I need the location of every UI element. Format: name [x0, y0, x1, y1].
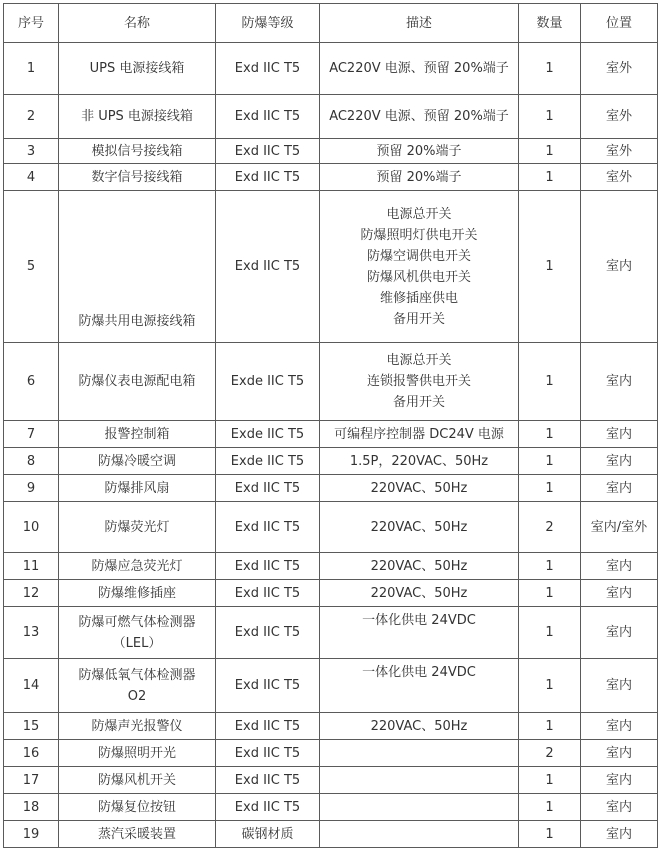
cell-desc-line: 可编程序控制器 DC24V 电源	[334, 426, 504, 442]
cell-desc-line: 220VAC、50Hz	[370, 718, 468, 734]
cell-desc-line: 一体化供电 24VDC	[362, 613, 476, 628]
cell-name-line: 防爆共用电源接线箱	[78, 314, 196, 329]
cell-no: 17	[4, 767, 59, 794]
cell-name-line: 防爆仪表电源配电箱	[78, 374, 196, 389]
cell-no: 18	[4, 794, 59, 821]
cell-desc-line: AC220V 电源、预留 20%端子	[329, 61, 509, 76]
cell-desc-line: 防爆照明灯供电开关	[360, 227, 478, 243]
table-row	[4, 794, 658, 821]
cell-name-line: 非 UPS 电源接线箱	[81, 109, 193, 124]
cell-desc-line: 一体化供电 24VDC	[362, 665, 476, 680]
cell-grade: Exde IIC T5	[216, 421, 320, 448]
cell-grade: Exd IIC T5	[216, 580, 320, 607]
cell-no: 5	[4, 191, 59, 343]
header-row	[4, 4, 658, 43]
cell-grade: Exd IIC T5	[216, 95, 320, 139]
cell-loc: 室内	[581, 767, 658, 794]
cell-desc	[320, 607, 519, 659]
cell-qty: 1	[519, 139, 581, 164]
cell-name	[59, 821, 216, 848]
cell-desc-line: 220VAC、50Hz	[370, 480, 468, 496]
cell-desc	[320, 191, 519, 343]
table-row	[4, 767, 658, 794]
cell-loc: 室内/室外	[581, 502, 658, 553]
table-row	[4, 580, 658, 607]
cell-desc	[320, 580, 519, 607]
cell-no: 7	[4, 421, 59, 448]
cell-grade: Exde IIC T5	[216, 343, 320, 421]
cell-desc	[320, 740, 519, 767]
cell-desc	[320, 421, 519, 448]
table-row	[4, 343, 658, 421]
cell-qty: 1	[519, 95, 581, 139]
cell-desc-line: 1.5P，220VAC、50Hz	[349, 453, 489, 469]
cell-desc	[320, 502, 519, 553]
cell-desc	[320, 659, 519, 713]
cell-qty: 1	[519, 421, 581, 448]
cell-qty: 1	[519, 659, 581, 713]
cell-desc-line: 220VAC、50Hz	[370, 558, 468, 574]
cell-name-line: 模拟信号接线箱	[91, 143, 183, 159]
cell-name	[59, 475, 216, 502]
table-row	[4, 740, 658, 767]
cell-name	[59, 502, 216, 553]
table-row	[4, 191, 658, 343]
cell-no: 9	[4, 475, 59, 502]
cell-qty: 1	[519, 553, 581, 580]
cell-name-line: O2	[127, 688, 147, 704]
cell-grade: Exd IIC T5	[216, 659, 320, 713]
cell-desc	[320, 139, 519, 164]
cell-loc: 室内	[581, 821, 658, 848]
cell-qty: 2	[519, 502, 581, 553]
cell-loc: 室内	[581, 607, 658, 659]
cell-name-line: 防爆荧光灯	[104, 519, 170, 535]
cell-name-line: （LEL）	[112, 635, 162, 651]
cell-desc	[320, 794, 519, 821]
cell-loc: 室内	[581, 448, 658, 475]
cell-name-line: 防爆冷暖空调	[97, 453, 176, 469]
table-row	[4, 164, 658, 191]
cell-desc	[320, 713, 519, 740]
equipment-table	[3, 3, 658, 848]
cell-desc	[320, 164, 519, 191]
cell-grade: Exd IIC T5	[216, 767, 320, 794]
cell-name-line: 防爆复位按钮	[97, 799, 176, 815]
cell-name-line: 防爆照明开光	[97, 745, 176, 761]
cell-desc-line: 预留 20%端子	[376, 143, 462, 159]
cell-grade: Exd IIC T5	[216, 502, 320, 553]
cell-desc-line: 维修插座供电	[379, 290, 458, 306]
cell-qty: 1	[519, 767, 581, 794]
cell-name	[59, 659, 216, 713]
table-row	[4, 659, 658, 713]
cell-loc: 室内	[581, 421, 658, 448]
cell-desc-line: 备用开关	[392, 311, 445, 327]
cell-name	[59, 740, 216, 767]
cell-desc-line: 备用开关	[392, 395, 445, 410]
cell-qty: 1	[519, 343, 581, 421]
cell-no: 11	[4, 553, 59, 580]
header-no: 序号	[4, 4, 59, 43]
cell-name-line: 防爆排风扇	[104, 480, 170, 496]
cell-name	[59, 191, 216, 343]
cell-name	[59, 95, 216, 139]
cell-name	[59, 43, 216, 95]
header-loc: 位置	[581, 4, 658, 43]
cell-name-line: 防爆可燃气体检测器	[78, 614, 196, 630]
cell-qty: 1	[519, 475, 581, 502]
cell-loc: 室外	[581, 139, 658, 164]
cell-grade: Exd IIC T5	[216, 191, 320, 343]
cell-desc	[320, 475, 519, 502]
cell-desc-line: 220VAC、50Hz	[370, 585, 468, 601]
cell-name	[59, 607, 216, 659]
cell-loc: 室外	[581, 43, 658, 95]
cell-name	[59, 767, 216, 794]
cell-loc: 室内	[581, 740, 658, 767]
cell-name	[59, 421, 216, 448]
cell-loc: 室内	[581, 659, 658, 713]
cell-no: 13	[4, 607, 59, 659]
cell-name	[59, 139, 216, 164]
cell-name-line: 防爆声光报警仪	[91, 718, 183, 734]
cell-desc-line: 预留 20%端子	[376, 169, 462, 185]
table-row	[4, 553, 658, 580]
cell-qty: 1	[519, 794, 581, 821]
cell-name-line: 防爆低氧气体检测器	[78, 667, 196, 683]
cell-desc	[320, 767, 519, 794]
cell-qty: 1	[519, 43, 581, 95]
table-row	[4, 421, 658, 448]
cell-loc: 室内	[581, 713, 658, 740]
table-row	[4, 95, 658, 139]
cell-no: 12	[4, 580, 59, 607]
table-row	[4, 139, 658, 164]
cell-grade: 碳钢材质	[216, 821, 320, 848]
cell-qty: 1	[519, 164, 581, 191]
cell-grade: Exd IIC T5	[216, 43, 320, 95]
cell-grade: Exd IIC T5	[216, 164, 320, 191]
cell-loc: 室内	[581, 580, 658, 607]
cell-name-line: 防爆应急荧光灯	[91, 558, 183, 574]
cell-no: 6	[4, 343, 59, 421]
cell-desc	[320, 553, 519, 580]
cell-grade: Exd IIC T5	[216, 607, 320, 659]
header-name: 名称	[59, 4, 216, 43]
table-row	[4, 475, 658, 502]
cell-desc	[320, 343, 519, 421]
cell-desc-line: AC220V 电源、预留 20%端子	[329, 109, 509, 124]
cell-name	[59, 580, 216, 607]
cell-loc: 室内	[581, 191, 658, 343]
cell-grade: Exd IIC T5	[216, 475, 320, 502]
cell-loc: 室外	[581, 164, 658, 191]
cell-loc: 室内	[581, 794, 658, 821]
cell-desc-line: 电源总开关	[386, 206, 452, 222]
cell-loc: 室内	[581, 553, 658, 580]
cell-desc	[320, 43, 519, 95]
table-row	[4, 713, 658, 740]
cell-name	[59, 794, 216, 821]
cell-name-line: 蒸汽采暖装置	[97, 826, 176, 842]
cell-desc	[320, 95, 519, 139]
cell-grade: Exd IIC T5	[216, 139, 320, 164]
cell-qty: 1	[519, 713, 581, 740]
cell-qty: 1	[519, 448, 581, 475]
cell-grade: Exd IIC T5	[216, 794, 320, 821]
cell-no: 10	[4, 502, 59, 553]
cell-name-line: 防爆风机开关	[97, 772, 176, 788]
cell-desc-line: 电源总开关	[386, 353, 452, 368]
cell-name	[59, 164, 216, 191]
cell-name	[59, 713, 216, 740]
cell-name-line: 防爆维修插座	[97, 585, 176, 601]
cell-no: 3	[4, 139, 59, 164]
cell-no: 16	[4, 740, 59, 767]
cell-desc-line: 防爆空调供电开关	[366, 248, 471, 264]
header-desc: 描述	[320, 4, 519, 43]
cell-name-line: 报警控制箱	[104, 426, 170, 442]
cell-no: 8	[4, 448, 59, 475]
cell-loc: 室外	[581, 95, 658, 139]
header-grade: 防爆等级	[216, 4, 320, 43]
cell-qty: 1	[519, 580, 581, 607]
cell-name-line: UPS 电源接线箱	[89, 61, 185, 76]
cell-desc	[320, 821, 519, 848]
cell-no: 15	[4, 713, 59, 740]
cell-desc	[320, 448, 519, 475]
table-row	[4, 502, 658, 553]
cell-desc-line: 防爆风机供电开关	[366, 269, 471, 285]
cell-name	[59, 448, 216, 475]
cell-desc-line: 连锁报警供电开关	[366, 374, 471, 389]
table-row	[4, 43, 658, 95]
cell-grade: Exd IIC T5	[216, 740, 320, 767]
table-row	[4, 448, 658, 475]
cell-qty: 1	[519, 191, 581, 343]
cell-name	[59, 553, 216, 580]
cell-no: 2	[4, 95, 59, 139]
cell-no: 1	[4, 43, 59, 95]
cell-qty: 1	[519, 607, 581, 659]
cell-loc: 室内	[581, 475, 658, 502]
cell-no: 19	[4, 821, 59, 848]
table-row	[4, 821, 658, 848]
cell-name	[59, 343, 216, 421]
cell-no: 4	[4, 164, 59, 191]
table-row	[4, 607, 658, 659]
cell-qty: 2	[519, 740, 581, 767]
cell-desc-line: 220VAC、50Hz	[370, 519, 468, 535]
cell-no: 14	[4, 659, 59, 713]
cell-grade: Exde IIC T5	[216, 448, 320, 475]
header-qty: 数量	[519, 4, 581, 43]
cell-name-line: 数字信号接线箱	[91, 169, 183, 185]
cell-loc: 室内	[581, 343, 658, 421]
cell-grade: Exd IIC T5	[216, 713, 320, 740]
cell-qty: 1	[519, 821, 581, 848]
cell-grade: Exd IIC T5	[216, 553, 320, 580]
